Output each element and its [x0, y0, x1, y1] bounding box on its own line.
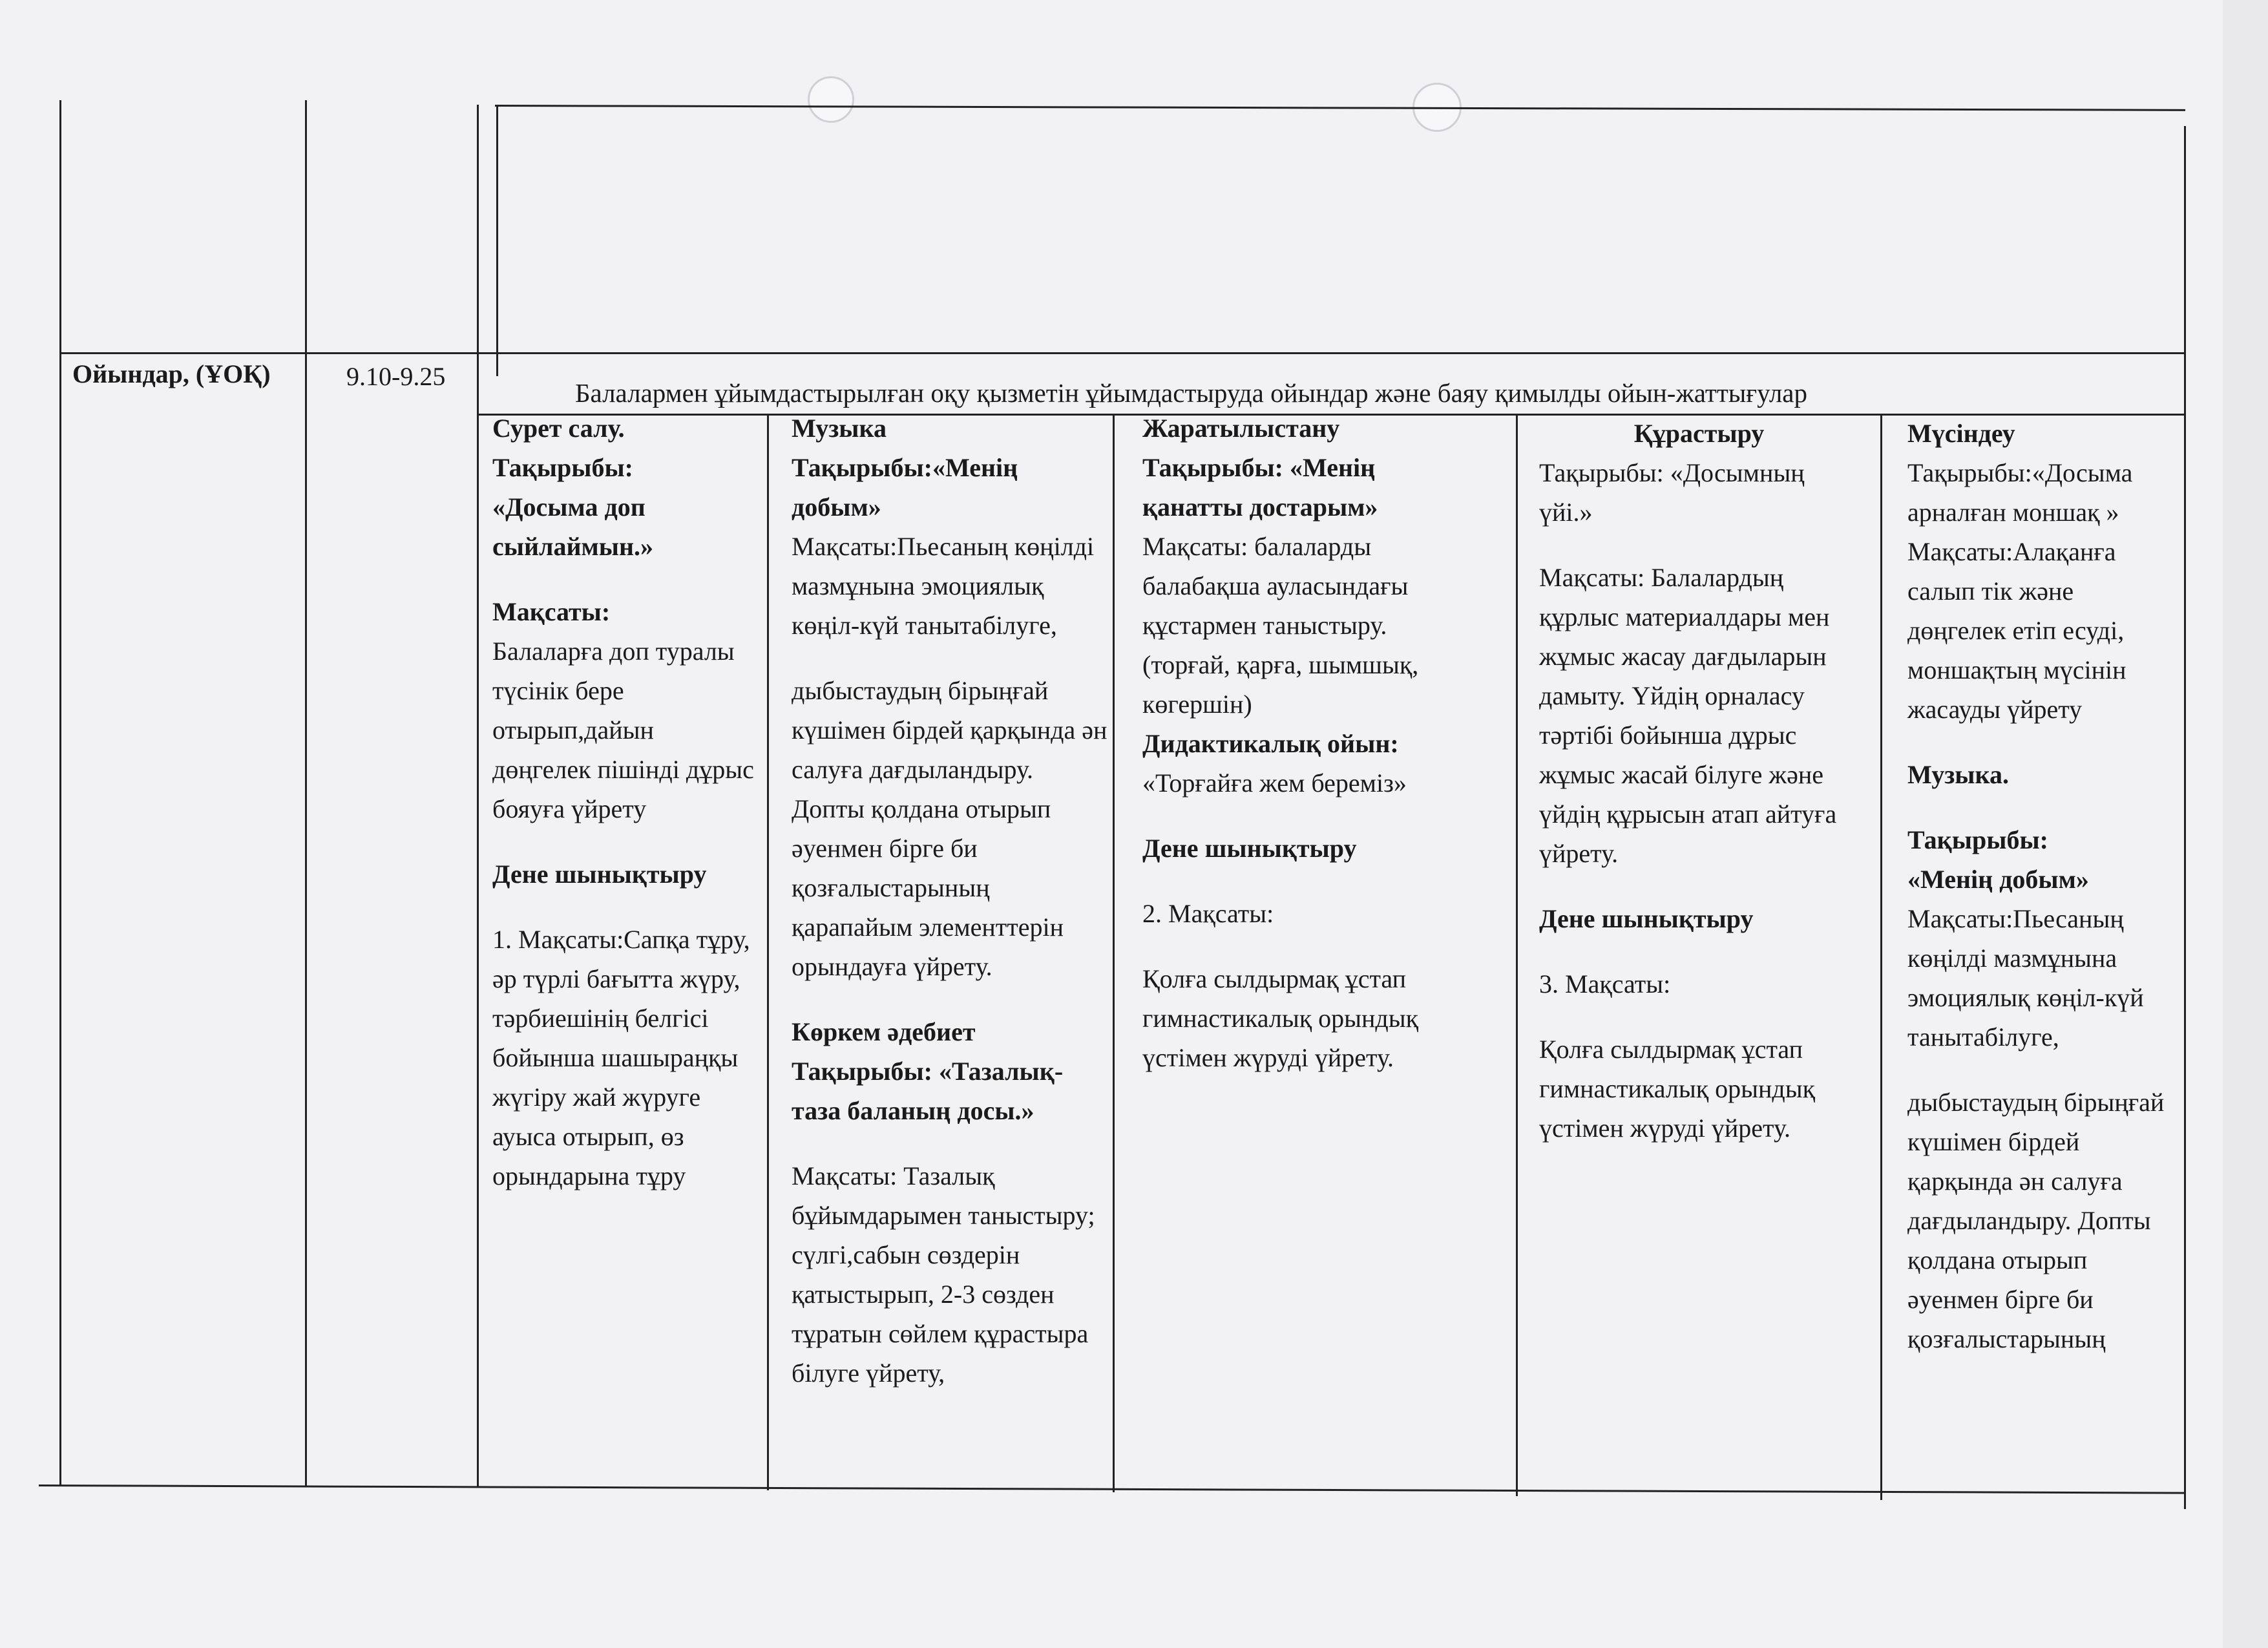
table-vline-content [477, 105, 479, 1488]
col-sep-2 [1113, 414, 1115, 1492]
spacer [792, 1130, 1108, 1156]
spacer [792, 986, 1108, 1012]
paragraph: «Менің добым» [1907, 865, 2089, 894]
paragraph: Құрастыру [1633, 419, 1765, 448]
paragraph: 2. Мақсаты: [1142, 899, 1274, 928]
paragraph: Музыка [792, 414, 887, 443]
table-vline-right [2184, 126, 2186, 1509]
col-sep-4 [1880, 414, 1882, 1500]
paragraph: Тақырыбы:«Менің добым» [792, 453, 1018, 522]
paragraph: Тақырыбы:«Досыма арналған моншақ » [1907, 458, 2133, 527]
table-bottom-line [39, 1484, 2185, 1494]
row-time: 9.10-9.25 [346, 362, 446, 391]
paragraph: Тақырыбы: «Тазалық-таза баланың досы.» [792, 1057, 1064, 1125]
col-sep-3 [1516, 414, 1518, 1496]
spacer [1907, 729, 2172, 755]
spacer [1539, 938, 1859, 964]
paragraph: Дидактикалық ойын: [1142, 729, 1399, 758]
paragraph: Мақсаты: Тазалық бұйымдарымен таныстыру; сүлгі,сабын сөздерін қатыстырып, 2-3 сөзден тұратын сөйлем құрастыра білуге үйрету, [792, 1161, 1095, 1388]
spacer [1539, 1004, 1859, 1030]
punch-hole [808, 76, 854, 123]
row-separator [59, 352, 2185, 354]
spacer [1539, 532, 1859, 558]
activity-column-construction [1539, 414, 1859, 1148]
spacer [1907, 1057, 2172, 1083]
paragraph: Тақырыбы: «Досымның үйі.» [1539, 458, 1805, 527]
paragraph: Мақсаты:Пьесаның көңілді мазмұнына эмоциялық көңіл-күй танытабілуге, [792, 532, 1095, 640]
page-edge [2223, 0, 2268, 1648]
paragraph: «Досыма доп сыйлаймын.» [492, 492, 654, 561]
spacer [492, 829, 754, 854]
table-vline-time [305, 100, 307, 1486]
paragraph: Тақырыбы: [1907, 825, 2048, 854]
paragraph: Жаратылыстану [1142, 414, 1340, 443]
row-label: Ойындар, (ҰОҚ) [72, 359, 271, 388]
activity-column-nature [1142, 408, 1478, 1077]
paragraph: «Торғайға жем береміз» [1142, 768, 1407, 798]
paragraph: Мақсаты: Балалардың құрлыс материалдары мен жұмыс жасау дағдыларын дамыту. Үйдің орналасу тәртібі бойынша дұрыс жұмыс жасай білуге және үйдің құрысын атап айтуға үйрету. [1539, 563, 1837, 868]
table-vline-left [59, 100, 61, 1486]
paragraph: Мақсаты: балаларды балабақша ауласындағы құстармен таныстыру. (торғай, қарға, шымшық, көгершін) [1142, 532, 1419, 719]
activity-column-music [792, 408, 1108, 1393]
activity-column-modeling [1907, 414, 2172, 1358]
spacer [492, 566, 754, 592]
top-box-top-line [495, 105, 2185, 111]
spacer [1539, 873, 1859, 899]
paragraph: Дене шынықтыру [492, 860, 707, 889]
paragraph: Тақырыбы: [492, 453, 633, 482]
paragraph: Музыка. [1907, 760, 2009, 789]
paragraph: дыбыстаудың бірыңғай күшімен бірдей қарқында ән салуға дағдыландыру. Допты қолдана отырып әуенмен бірге би қозғалыстарының қарапайым элементтерін орындауға үйрету. [792, 676, 1108, 981]
paragraph: Көркем әдебиет [792, 1017, 976, 1046]
paragraph: Сурет салу. [492, 414, 625, 443]
paragraph: Қолға сылдырмақ ұстап гимнастикалық орындық үстімен жүруді үйрету. [1142, 964, 1419, 1072]
spacer [492, 894, 754, 920]
paragraph: Қолға сылдырмақ ұстап гимнастикалық орындық үстімен жүруді үйрету. [1539, 1035, 1816, 1143]
top-box-inner-left [496, 105, 498, 376]
paragraph: 3. Мақсаты: [1539, 969, 1671, 998]
paragraph: Мақсаты:Алақанға салып тік және дөңгелек етіп есуді, моншақтың мүсінін жасауды үйрету [1907, 537, 2126, 724]
spacer [792, 645, 1108, 671]
spacer [1142, 803, 1478, 829]
col-sep-1 [767, 414, 769, 1490]
spacer [1907, 794, 2172, 820]
paragraph: дыбыстаудың бірыңғай күшімен бірдей қарқында ән салуға дағдыландыру. Допты қолдана отырып әуенмен бірге би қозғалыстарының [1907, 1088, 2165, 1353]
paragraph: Дене шынықтыру [1142, 834, 1357, 863]
paragraph: Мақсаты:Пьесаның көңілді мазмұнына эмоциялық көңіл-күй танытабілуге, [1907, 904, 2144, 1051]
paragraph: Дене шынықтыру [1539, 904, 1754, 933]
paragraph: Мақсаты: [492, 597, 611, 626]
spacer [1142, 868, 1478, 894]
section-header: Балалармен ұйымдастырылған оқу қызметін ұйымдастыруда ойындар және баяу қимылды ойын-жаттығулар [575, 378, 1807, 408]
paragraph: 1. Мақсаты:Сапқа тұру, әр түрлі бағытта жүру, тәрбиешінің белгісі бойынша шашыраңқы жүгіру жай жүруге ауыса отырып, өз орындарына тұру [492, 925, 750, 1190]
paragraph: Мүсіндеу [1907, 419, 2015, 448]
paragraph: Балаларға доп туралы түсінік бере отырып,дайын дөңгелек пішінді дұрыс бояуға үйрету [492, 637, 754, 823]
spacer [1142, 933, 1478, 959]
paragraph: Тақырыбы: «Менің қанатты достарым» [1142, 453, 1378, 522]
activity-column-drawing [492, 408, 754, 1196]
